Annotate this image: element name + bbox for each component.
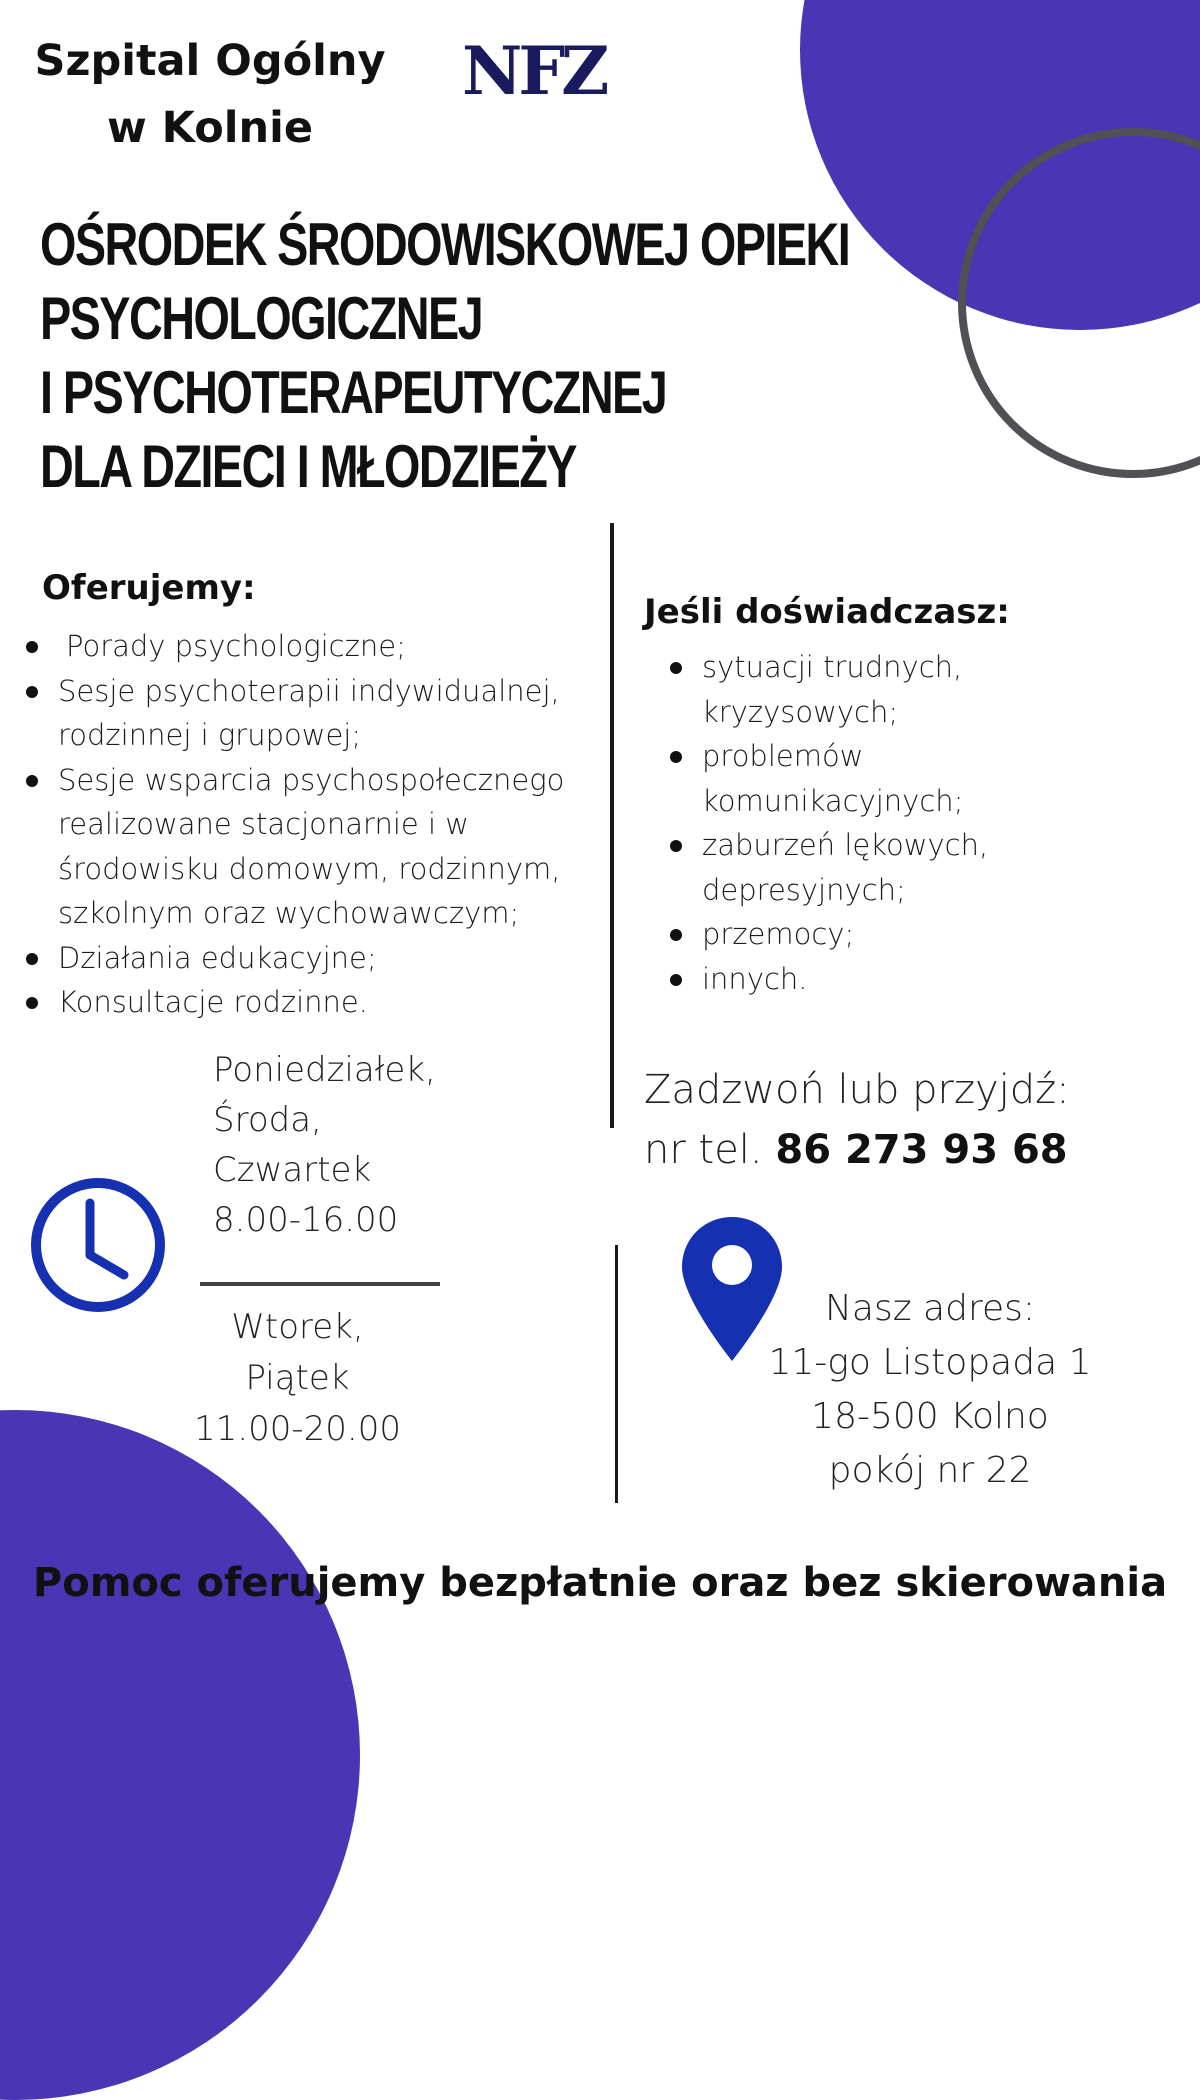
experience-item-text: przemocy; — [702, 917, 855, 951]
list-item — [670, 957, 1070, 1002]
decorative-circle-bottom-left — [0, 1410, 360, 2100]
nfz-logo: NFZ — [462, 32, 606, 110]
list-item — [26, 624, 606, 669]
hours-day: Poniedziałek, — [213, 1050, 436, 1090]
bullet-icon — [670, 929, 682, 941]
offer-item-text: Działania edukacyjne; — [58, 940, 377, 975]
title-line2: PSYCHOLOGICZNEJ — [40, 285, 483, 352]
address-street: 11-go Listopada 1 — [768, 1342, 1092, 1383]
offer-heading: Oferujemy: — [42, 568, 256, 608]
hours-day: Środa, — [213, 1100, 322, 1140]
list-item — [26, 980, 606, 1025]
address-block — [760, 1282, 1100, 1498]
bullet-icon — [26, 641, 38, 653]
list-item — [26, 758, 606, 936]
experience-heading: Jeśli doświadczasz: — [644, 592, 1010, 632]
address-city: 18-500 Kolno — [811, 1396, 1049, 1437]
vertical-divider-bottom — [615, 1245, 618, 1503]
vertical-divider-top — [610, 523, 614, 1128]
list-item — [670, 912, 1070, 957]
list-item — [670, 645, 1070, 734]
hours-time: 11.00-20.00 — [194, 1409, 401, 1449]
title-line1: OŚRODEK ŚRODOWISKOWEJ OPIEKI — [40, 211, 850, 278]
hospital-name — [20, 28, 400, 162]
experience-item-text: zaburzeń lękowych, depresyjnych; — [702, 828, 989, 907]
list-item — [670, 734, 1070, 823]
bullet-icon — [670, 974, 682, 986]
bullet-icon — [670, 840, 682, 852]
page-title — [40, 208, 850, 504]
bullet-icon — [26, 997, 38, 1009]
bullet-icon — [26, 775, 38, 787]
address-heading: Nasz adres: — [824, 1288, 1036, 1329]
offer-item-text: Konsultacje rodzinne. — [58, 985, 368, 1019]
hours-block-2 — [180, 1302, 415, 1455]
experience-item-text: innych. — [702, 961, 808, 996]
hours-day: Czwartek — [213, 1150, 372, 1190]
bullet-icon — [670, 662, 682, 674]
hospital-name-line1: Szpital Ogólny — [34, 36, 386, 86]
hours-block-1 — [213, 1045, 436, 1245]
offer-list — [26, 624, 606, 1025]
phone-line — [644, 1120, 1070, 1180]
list-item — [26, 669, 606, 758]
footer-note: Pomoc oferujemy bezpłatnie oraz bez skierowania — [32, 1560, 1168, 1606]
phone-prefix: nr tel. — [644, 1127, 763, 1173]
bullet-icon — [26, 686, 38, 698]
hospital-name-line2: w Kolnie — [106, 103, 314, 153]
list-item — [670, 823, 1070, 912]
hours-day: Wtorek, — [231, 1307, 364, 1347]
experience-list — [670, 645, 1070, 1001]
bullet-icon — [26, 953, 38, 965]
phone-number[interactable]: 86 273 93 68 — [775, 1127, 1068, 1173]
hours-day: Piątek — [245, 1358, 350, 1398]
list-item — [26, 936, 606, 981]
offer-item-text: Sesje psychoterapii indywidualnej, rodzinnej i grupowej; — [58, 673, 560, 752]
offer-item-text: Sesje wsparcia psychospołecznego realizowane stacjonarnie i w środowisku domowym, rodzinnym, szkolnym oraz wychowawczym; — [58, 762, 565, 930]
contact-block — [644, 1060, 1070, 1180]
offer-item-text: Porady psychologiczne; — [66, 629, 406, 663]
hours-divider — [200, 1282, 440, 1286]
experience-item-text: problemów komunikacyjnych; — [702, 739, 964, 818]
experience-item-text: sytuacji trudnych, kryzysowych; — [702, 650, 963, 729]
call-text: Zadzwoń lub przyjdź: — [644, 1067, 1070, 1113]
hours-time: 8.00-16.00 — [213, 1200, 399, 1240]
title-line4: DLA DZIECI I MŁODZIEŻY — [40, 433, 576, 500]
title-line3: I PSYCHOTERAPEUTYCZNEJ — [40, 359, 667, 426]
address-room: pokój nr 22 — [828, 1450, 1032, 1491]
clock-icon — [28, 1175, 168, 1315]
bullet-icon — [670, 751, 682, 763]
